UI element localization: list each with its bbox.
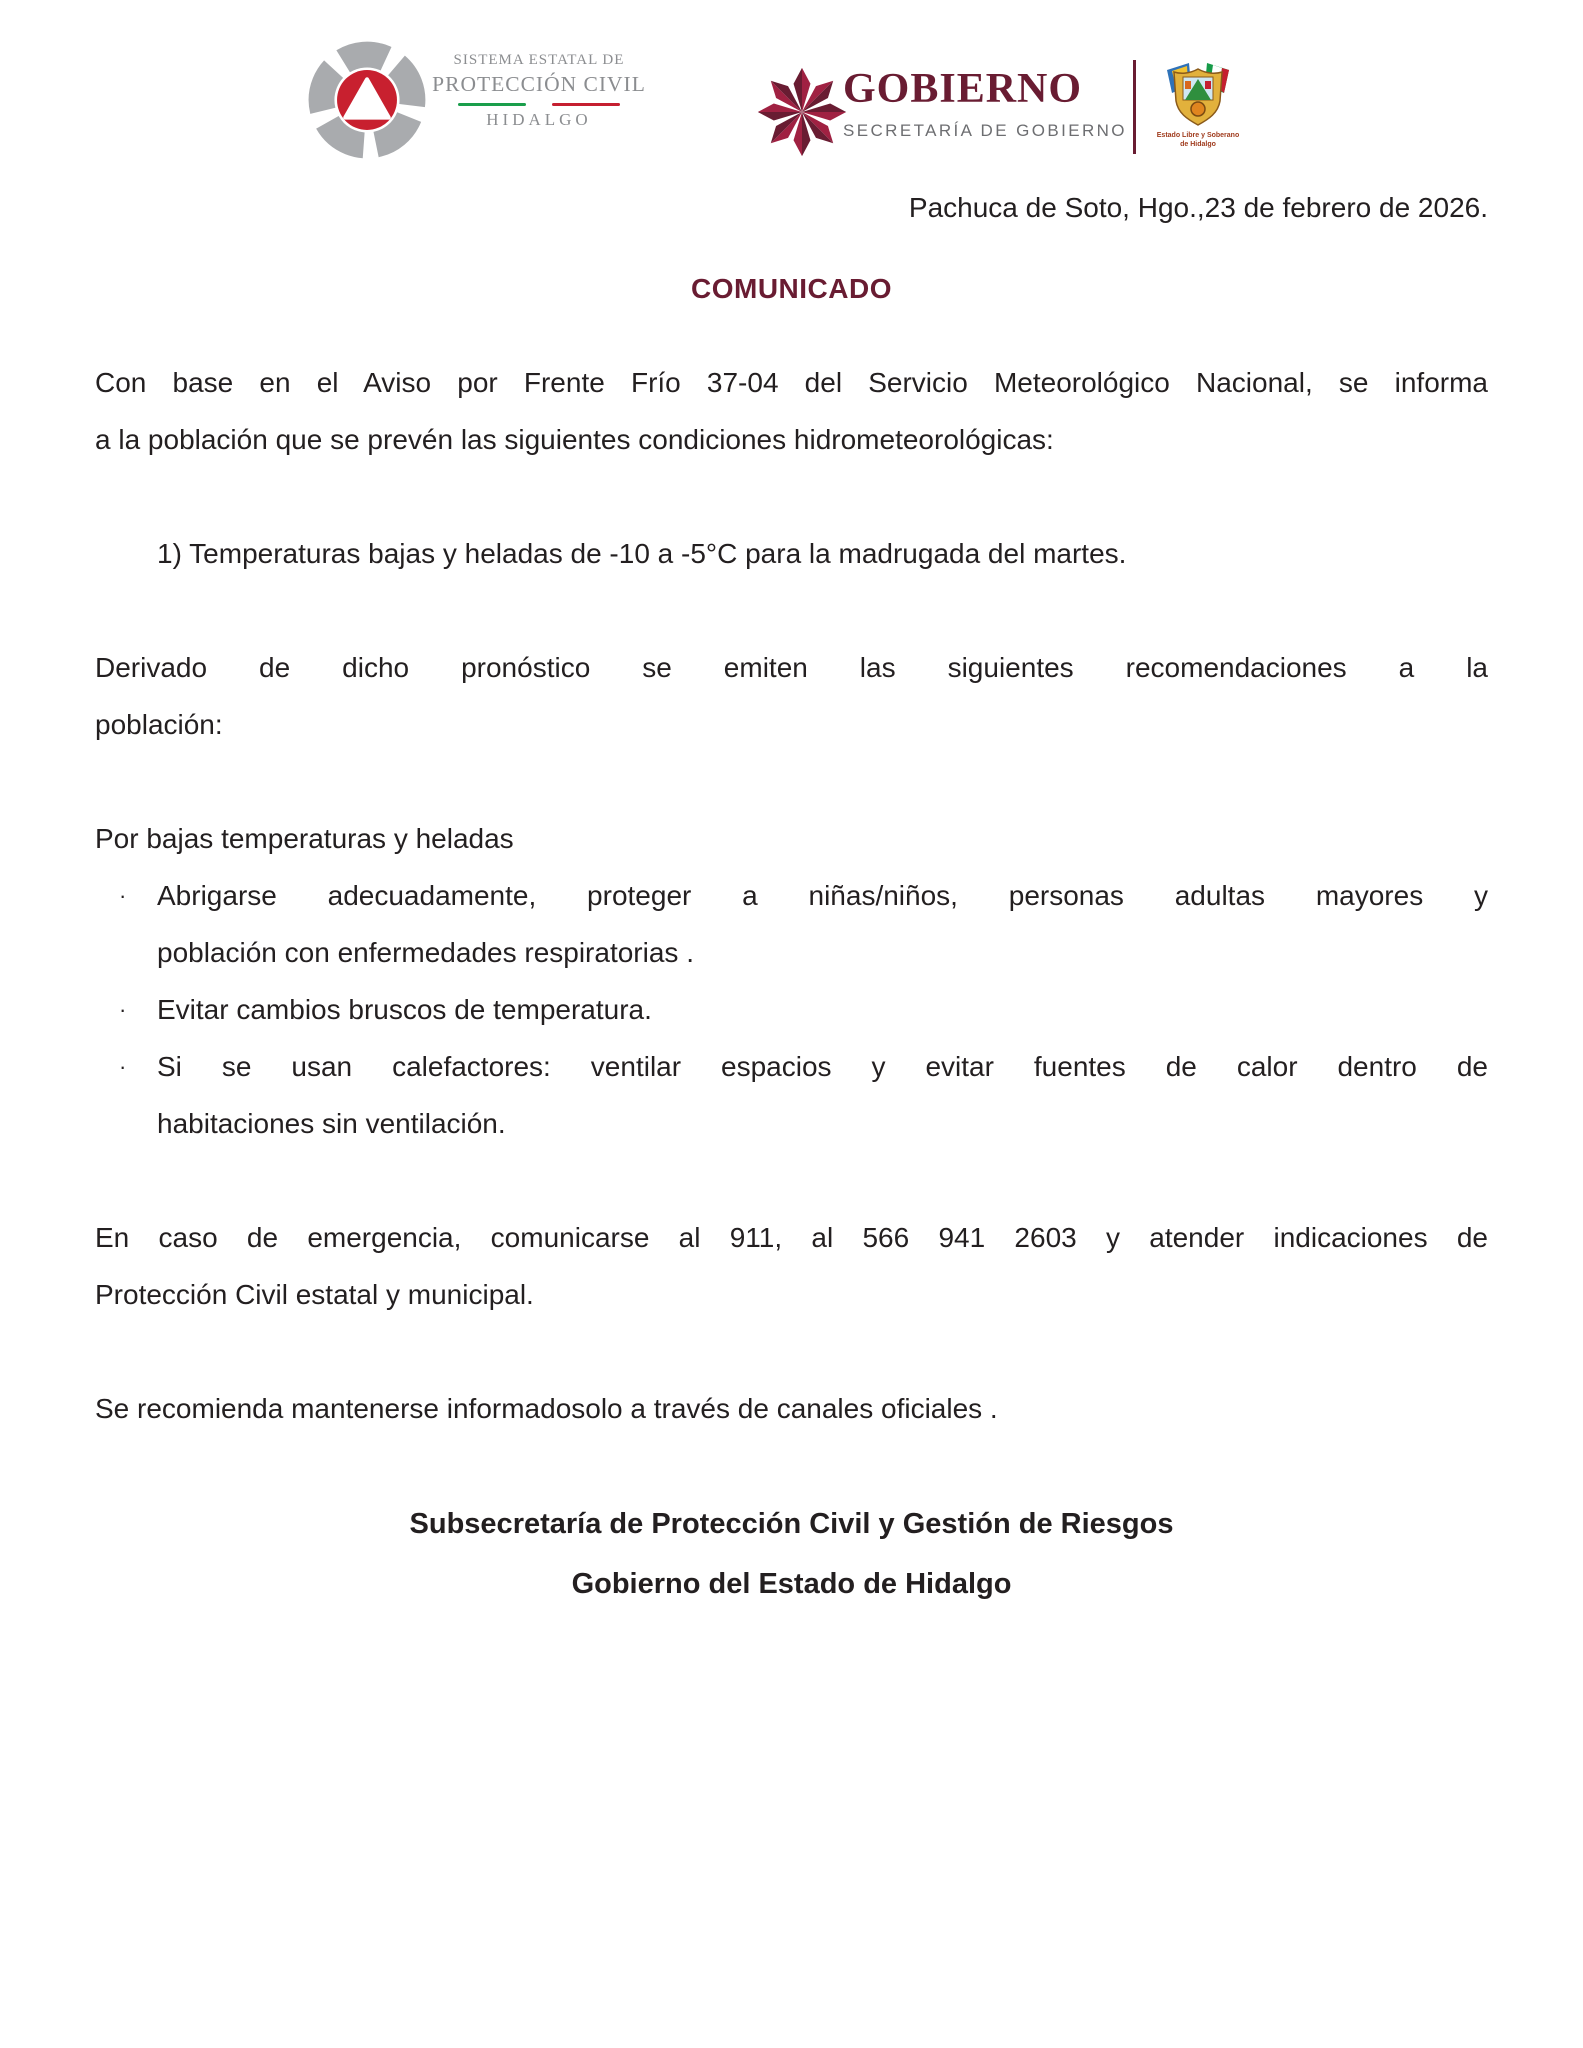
hidalgo-coat-of-arms-icon — [1158, 56, 1238, 130]
letterhead — [95, 36, 1488, 170]
derived-line2: población: — [95, 709, 223, 740]
gobierno-star-icon — [755, 64, 849, 160]
gobierno-wordmark — [843, 68, 1127, 141]
bullet-icon: · — [119, 1054, 127, 1079]
list-item — [95, 1038, 1488, 1152]
shield-caption-line2: de Hidalgo — [1180, 141, 1216, 149]
emergency-line1: En caso de emergencia, comunicarse al 911, al 566 941 2603 y atender indicaciones de — [95, 1222, 1488, 1253]
derived-paragraph — [95, 639, 1488, 753]
tricolor-divider — [458, 103, 620, 106]
green-bar — [458, 103, 526, 106]
shield-caption-line1: Estado Libre y Soberano — [1156, 132, 1240, 139]
intro-paragraph — [95, 354, 1488, 468]
section-heading: Por bajas temperaturas y heladas — [95, 823, 514, 854]
numbered-item: 1) Temperaturas bajas y heladas de -10 a -5°C para la madrugada del martes. — [157, 538, 1127, 569]
shield-caption — [1153, 131, 1243, 150]
emergency-paragraph — [95, 1209, 1488, 1323]
closing-paragraph: Se recomienda mantenerse informadosolo a través de canales oficiales . — [95, 1393, 998, 1424]
proteccion-civil-wordmark — [413, 52, 665, 130]
header-divider — [1133, 60, 1136, 154]
list-item — [95, 867, 1488, 981]
signature-line1: Subsecretaría de Protección Civil y Gestión de Riesgos — [409, 1508, 1174, 1540]
list-item — [95, 981, 1488, 1038]
pc-line3: HIDALGO — [486, 110, 592, 129]
signature-line2: Gobierno del Estado de Hidalgo — [571, 1568, 1012, 1600]
recommendations-list — [95, 867, 1488, 1152]
gobierno-title: GOBIERNO — [843, 66, 1083, 112]
bullet2-line1: Evitar cambios bruscos de temperatura. — [157, 994, 652, 1025]
intro-line2: a la población que se prevén las siguientes condiciones hidrometeorológicas: — [95, 424, 1054, 455]
derived-line1: Derivado de dicho pronóstico se emiten las siguientes recomendaciones a la — [95, 652, 1488, 683]
signature-block — [95, 1494, 1488, 1614]
bullet-icon: · — [119, 883, 127, 908]
pc-line2: PROTECCIÓN CIVIL — [432, 72, 646, 96]
proteccion-civil-logo-icon — [305, 38, 429, 162]
emergency-line2: Protección Civil estatal y municipal. — [95, 1279, 534, 1310]
bullet-icon: · — [119, 997, 127, 1022]
bullet3-line1: Si se usan calefactores: ventilar espacios y evitar fuentes de calor dentro de — [157, 1051, 1488, 1082]
bullet1-line1: Abrigarse adecuadamente, proteger a niñas/niños, personas adultas mayores y — [157, 880, 1488, 911]
pc-line1: SISTEMA ESTATAL DE — [453, 52, 625, 68]
secretaria-subtitle: SECRETARÍA DE GOBIERNO — [843, 121, 1127, 140]
document-title: COMUNICADO — [691, 273, 892, 304]
bullet1-line2: población con enfermedades respiratorias . — [157, 937, 694, 968]
hidalgo-coat-of-arms-block — [1153, 56, 1243, 150]
bullet3-line2: habitaciones sin ventilación. — [157, 1108, 506, 1139]
intro-line1: Con base en el Aviso por Frente Frío 37-04 del Servicio Meteorológico Nacional, se informa — [95, 367, 1488, 398]
date-line: Pachuca de Soto, Hgo.,23 de febrero de 2026. — [908, 192, 1488, 223]
red-bar — [552, 103, 620, 106]
